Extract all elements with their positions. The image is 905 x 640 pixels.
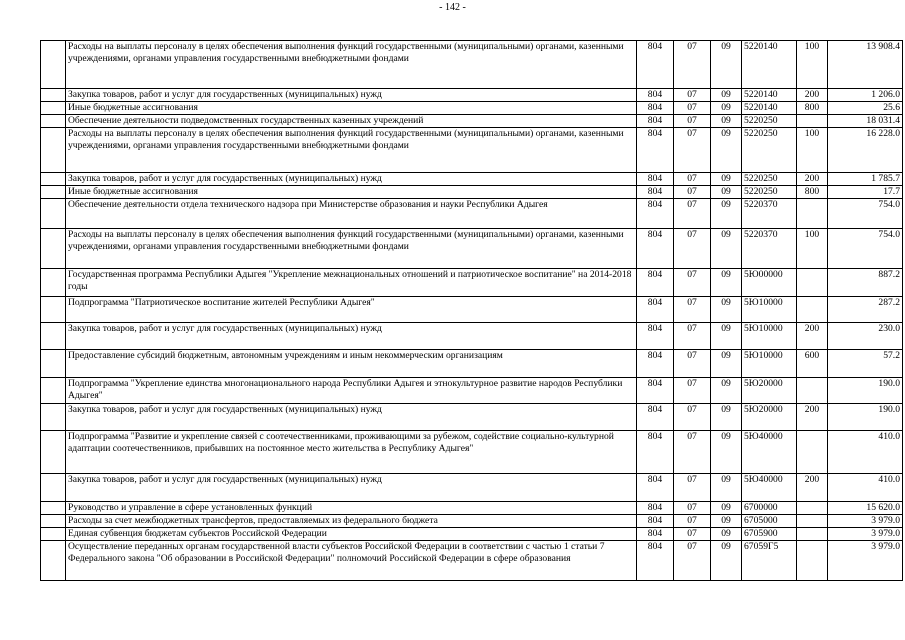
row-vr-cell [797, 269, 828, 297]
row-csr-cell: 5220140 [742, 102, 797, 115]
row-ved-cell: 804 [637, 229, 674, 269]
row-rz-cell: 07 [674, 431, 711, 474]
row-ved-cell: 804 [637, 186, 674, 199]
row-sum-cell: 410.0 [828, 431, 903, 474]
row-ved-cell: 804 [637, 297, 674, 323]
row-vr-cell: 800 [797, 186, 828, 199]
row-sum-cell: 190.0 [828, 404, 903, 431]
row-name-cell: Расходы на выплаты персоналу в целях обеспечения выполнения функций государственными (муниципальными) органами, казенными учреждениями, органами управления государственными внебюджетными фондами [66, 41, 637, 89]
table-row [41, 323, 903, 350]
row-pr-cell: 09 [711, 541, 742, 581]
row-ved-cell: 804 [637, 350, 674, 378]
row-ved-cell: 804 [637, 541, 674, 581]
row-blank-cell [41, 378, 66, 404]
table-row [41, 199, 903, 229]
row-blank-cell [41, 474, 66, 502]
table-row [41, 350, 903, 378]
table-row [41, 502, 903, 515]
budget-table-body [41, 41, 903, 581]
row-blank-cell [41, 350, 66, 378]
row-csr-cell: 5Ю10000 [742, 297, 797, 323]
row-pr-cell: 09 [711, 115, 742, 128]
row-vr-cell: 100 [797, 128, 828, 173]
row-csr-cell: 5220250 [742, 173, 797, 186]
row-pr-cell: 09 [711, 431, 742, 474]
row-vr-cell: 200 [797, 404, 828, 431]
row-ved-cell: 804 [637, 173, 674, 186]
row-csr-cell: 6705000 [742, 515, 797, 528]
row-ved-cell: 804 [637, 128, 674, 173]
row-rz-cell: 07 [674, 297, 711, 323]
row-sum-cell: 754.0 [828, 199, 903, 229]
row-blank-cell [41, 41, 66, 89]
table-row [41, 102, 903, 115]
row-name-cell: Закупка товаров, работ и услуг для государственных (муниципальных) нужд [66, 89, 637, 102]
row-vr-cell [797, 431, 828, 474]
row-csr-cell: 5220250 [742, 186, 797, 199]
row-csr-cell: 5Ю10000 [742, 323, 797, 350]
row-name-cell: Подпрограмма "Патриотическое воспитание жителей Республики Адыгея" [66, 297, 637, 323]
table-row [41, 541, 903, 581]
row-csr-cell: 5Ю20000 [742, 404, 797, 431]
row-ved-cell: 804 [637, 41, 674, 89]
row-ved-cell: 804 [637, 89, 674, 102]
row-vr-cell: 100 [797, 41, 828, 89]
row-name-cell: Руководство и управление в сфере установленных функций [66, 502, 637, 515]
row-vr-cell [797, 199, 828, 229]
row-pr-cell: 09 [711, 128, 742, 173]
row-blank-cell [41, 323, 66, 350]
table-row [41, 89, 903, 102]
row-rz-cell: 07 [674, 269, 711, 297]
row-rz-cell: 07 [674, 528, 711, 541]
row-vr-cell: 200 [797, 323, 828, 350]
table-row [41, 515, 903, 528]
row-csr-cell: 5220250 [742, 115, 797, 128]
row-pr-cell: 09 [711, 378, 742, 404]
row-vr-cell [797, 115, 828, 128]
row-pr-cell: 09 [711, 89, 742, 102]
row-csr-cell: 5Ю40000 [742, 431, 797, 474]
row-sum-cell: 887.2 [828, 269, 903, 297]
table-row [41, 269, 903, 297]
row-pr-cell: 09 [711, 297, 742, 323]
row-rz-cell: 07 [674, 323, 711, 350]
row-csr-cell: 6705900 [742, 528, 797, 541]
row-name-cell: Единая субвенция бюджетам субъектов Российской Федерации [66, 528, 637, 541]
row-name-cell: Подпрограмма "Развитие и укрепление связей с соотечественниками, проживающими за рубежом, содействие социально-культурной адаптации соотечественников, прибывших на постоянное место жительства в Республику Адыгея" [66, 431, 637, 474]
row-name-cell: Закупка товаров, работ и услуг для государственных (муниципальных) нужд [66, 173, 637, 186]
row-pr-cell: 09 [711, 102, 742, 115]
row-vr-cell [797, 528, 828, 541]
row-ved-cell: 804 [637, 323, 674, 350]
row-vr-cell: 200 [797, 474, 828, 502]
row-sum-cell: 410.0 [828, 474, 903, 502]
row-rz-cell: 07 [674, 102, 711, 115]
row-sum-cell: 3 979.0 [828, 515, 903, 528]
row-pr-cell: 09 [711, 350, 742, 378]
row-ved-cell: 804 [637, 102, 674, 115]
row-name-cell: Закупка товаров, работ и услуг для государственных (муниципальных) нужд [66, 404, 637, 431]
row-blank-cell [41, 515, 66, 528]
row-sum-cell: 17.7 [828, 186, 903, 199]
row-sum-cell: 754.0 [828, 229, 903, 269]
row-ved-cell: 804 [637, 502, 674, 515]
row-csr-cell: 5220250 [742, 128, 797, 173]
row-vr-cell: 200 [797, 89, 828, 102]
row-vr-cell: 200 [797, 173, 828, 186]
row-ved-cell: 804 [637, 378, 674, 404]
row-rz-cell: 07 [674, 502, 711, 515]
table-row [41, 528, 903, 541]
table-row [41, 128, 903, 173]
row-pr-cell: 09 [711, 404, 742, 431]
row-pr-cell: 09 [711, 528, 742, 541]
row-name-cell: Осуществление переданных органам государственной власти субъектов Российской Федерации в соответствии с частью 1 статьи 7 Федерального закона "Об образовании в Российской Федерации" полномочий Российской Федерации в сфере образования [66, 541, 637, 581]
table-row [41, 378, 903, 404]
row-sum-cell: 3 979.0 [828, 528, 903, 541]
row-rz-cell: 07 [674, 186, 711, 199]
row-sum-cell: 1 785.7 [828, 173, 903, 186]
row-blank-cell [41, 102, 66, 115]
row-vr-cell [797, 297, 828, 323]
row-csr-cell: 5220140 [742, 41, 797, 89]
row-rz-cell: 07 [674, 378, 711, 404]
row-blank-cell [41, 199, 66, 229]
row-rz-cell: 07 [674, 89, 711, 102]
row-csr-cell: 5Ю10000 [742, 350, 797, 378]
table-row [41, 297, 903, 323]
row-vr-cell [797, 515, 828, 528]
row-sum-cell: 16 228.0 [828, 128, 903, 173]
row-ved-cell: 804 [637, 474, 674, 502]
row-name-cell: Предоставление субсидий бюджетным, автономным учреждениям и иным некоммерческим организациям [66, 350, 637, 378]
row-name-cell: Расходы на выплаты персоналу в целях обеспечения выполнения функций государственными (муниципальными) органами, казенными учреждениями, органами управления государственными внебюджетными фондами [66, 229, 637, 269]
table-row [41, 173, 903, 186]
budget-table [40, 40, 903, 581]
row-csr-cell: 5220370 [742, 229, 797, 269]
row-sum-cell: 18 031.4 [828, 115, 903, 128]
row-sum-cell: 287.2 [828, 297, 903, 323]
page-number: - 142 - [439, 2, 466, 13]
row-rz-cell: 07 [674, 115, 711, 128]
row-pr-cell: 09 [711, 502, 742, 515]
row-pr-cell: 09 [711, 323, 742, 350]
row-ved-cell: 804 [637, 431, 674, 474]
row-blank-cell [41, 502, 66, 515]
row-blank-cell [41, 541, 66, 581]
row-blank-cell [41, 229, 66, 269]
row-name-cell: Закупка товаров, работ и услуг для государственных (муниципальных) нужд [66, 474, 637, 502]
row-vr-cell: 800 [797, 102, 828, 115]
row-rz-cell: 07 [674, 41, 711, 89]
row-sum-cell: 190.0 [828, 378, 903, 404]
row-name-cell: Обеспечение деятельности подведомственных государственных казенных учреждений [66, 115, 637, 128]
row-name-cell: Иные бюджетные ассигнования [66, 102, 637, 115]
row-csr-cell: 5220140 [742, 89, 797, 102]
row-blank-cell [41, 269, 66, 297]
row-ved-cell: 804 [637, 199, 674, 229]
row-pr-cell: 09 [711, 515, 742, 528]
row-blank-cell [41, 186, 66, 199]
row-name-cell: Расходы на выплаты персоналу в целях обеспечения выполнения функций государственными (муниципальными) органами, казенными учреждениями, органами управления государственными внебюджетными фондами [66, 128, 637, 173]
row-csr-cell: 67059Г5 [742, 541, 797, 581]
table-row [41, 229, 903, 269]
row-pr-cell: 09 [711, 269, 742, 297]
row-pr-cell: 09 [711, 474, 742, 502]
row-sum-cell: 1 206.0 [828, 89, 903, 102]
row-pr-cell: 09 [711, 186, 742, 199]
row-csr-cell: 5Ю20000 [742, 378, 797, 404]
row-ved-cell: 804 [637, 515, 674, 528]
row-vr-cell [797, 502, 828, 515]
row-csr-cell: 6700000 [742, 502, 797, 515]
row-blank-cell [41, 297, 66, 323]
row-name-cell: Расходы за счет межбюджетных трансфертов, предоставляемых из федерального бюджета [66, 515, 637, 528]
row-blank-cell [41, 89, 66, 102]
row-blank-cell [41, 128, 66, 173]
row-pr-cell: 09 [711, 173, 742, 186]
table-row [41, 186, 903, 199]
row-csr-cell: 5Ю00000 [742, 269, 797, 297]
row-sum-cell: 230.0 [828, 323, 903, 350]
row-rz-cell: 07 [674, 199, 711, 229]
row-rz-cell: 07 [674, 173, 711, 186]
row-rz-cell: 07 [674, 350, 711, 378]
row-name-cell: Государственная программа Республики Адыгея "Укрепление межнациональных отношений и патриотическое воспитание" на 2014-2018 годы [66, 269, 637, 297]
row-csr-cell: 5220370 [742, 199, 797, 229]
row-vr-cell [797, 378, 828, 404]
row-rz-cell: 07 [674, 229, 711, 269]
row-ved-cell: 804 [637, 528, 674, 541]
row-rz-cell: 07 [674, 404, 711, 431]
row-name-cell: Обеспечение деятельности отдела технического надзора при Министерстве образования и науки Республики Адыгея [66, 199, 637, 229]
row-pr-cell: 09 [711, 199, 742, 229]
row-blank-cell [41, 431, 66, 474]
row-sum-cell: 3 979.0 [828, 541, 903, 581]
row-blank-cell [41, 528, 66, 541]
row-sum-cell: 15 620.0 [828, 502, 903, 515]
row-name-cell: Иные бюджетные ассигнования [66, 186, 637, 199]
row-blank-cell [41, 173, 66, 186]
row-ved-cell: 804 [637, 404, 674, 431]
row-vr-cell: 100 [797, 229, 828, 269]
row-name-cell: Подпрограмма "Укрепление единства многонационального народа Республики Адыгея и этнокультурное развитие народов Республики Адыгея" [66, 378, 637, 404]
row-vr-cell: 600 [797, 350, 828, 378]
row-rz-cell: 07 [674, 128, 711, 173]
row-pr-cell: 09 [711, 229, 742, 269]
row-blank-cell [41, 115, 66, 128]
row-sum-cell: 13 908.4 [828, 41, 903, 89]
row-blank-cell [41, 404, 66, 431]
row-pr-cell: 09 [711, 41, 742, 89]
table-row [41, 474, 903, 502]
table-row [41, 115, 903, 128]
table-row [41, 41, 903, 89]
row-sum-cell: 57.2 [828, 350, 903, 378]
table-row [41, 404, 903, 431]
row-csr-cell: 5Ю40000 [742, 474, 797, 502]
table-row [41, 431, 903, 474]
row-vr-cell [797, 541, 828, 581]
row-ved-cell: 804 [637, 269, 674, 297]
row-rz-cell: 07 [674, 515, 711, 528]
row-rz-cell: 07 [674, 541, 711, 581]
row-rz-cell: 07 [674, 474, 711, 502]
row-name-cell: Закупка товаров, работ и услуг для государственных (муниципальных) нужд [66, 323, 637, 350]
row-sum-cell: 25.6 [828, 102, 903, 115]
row-ved-cell: 804 [637, 115, 674, 128]
